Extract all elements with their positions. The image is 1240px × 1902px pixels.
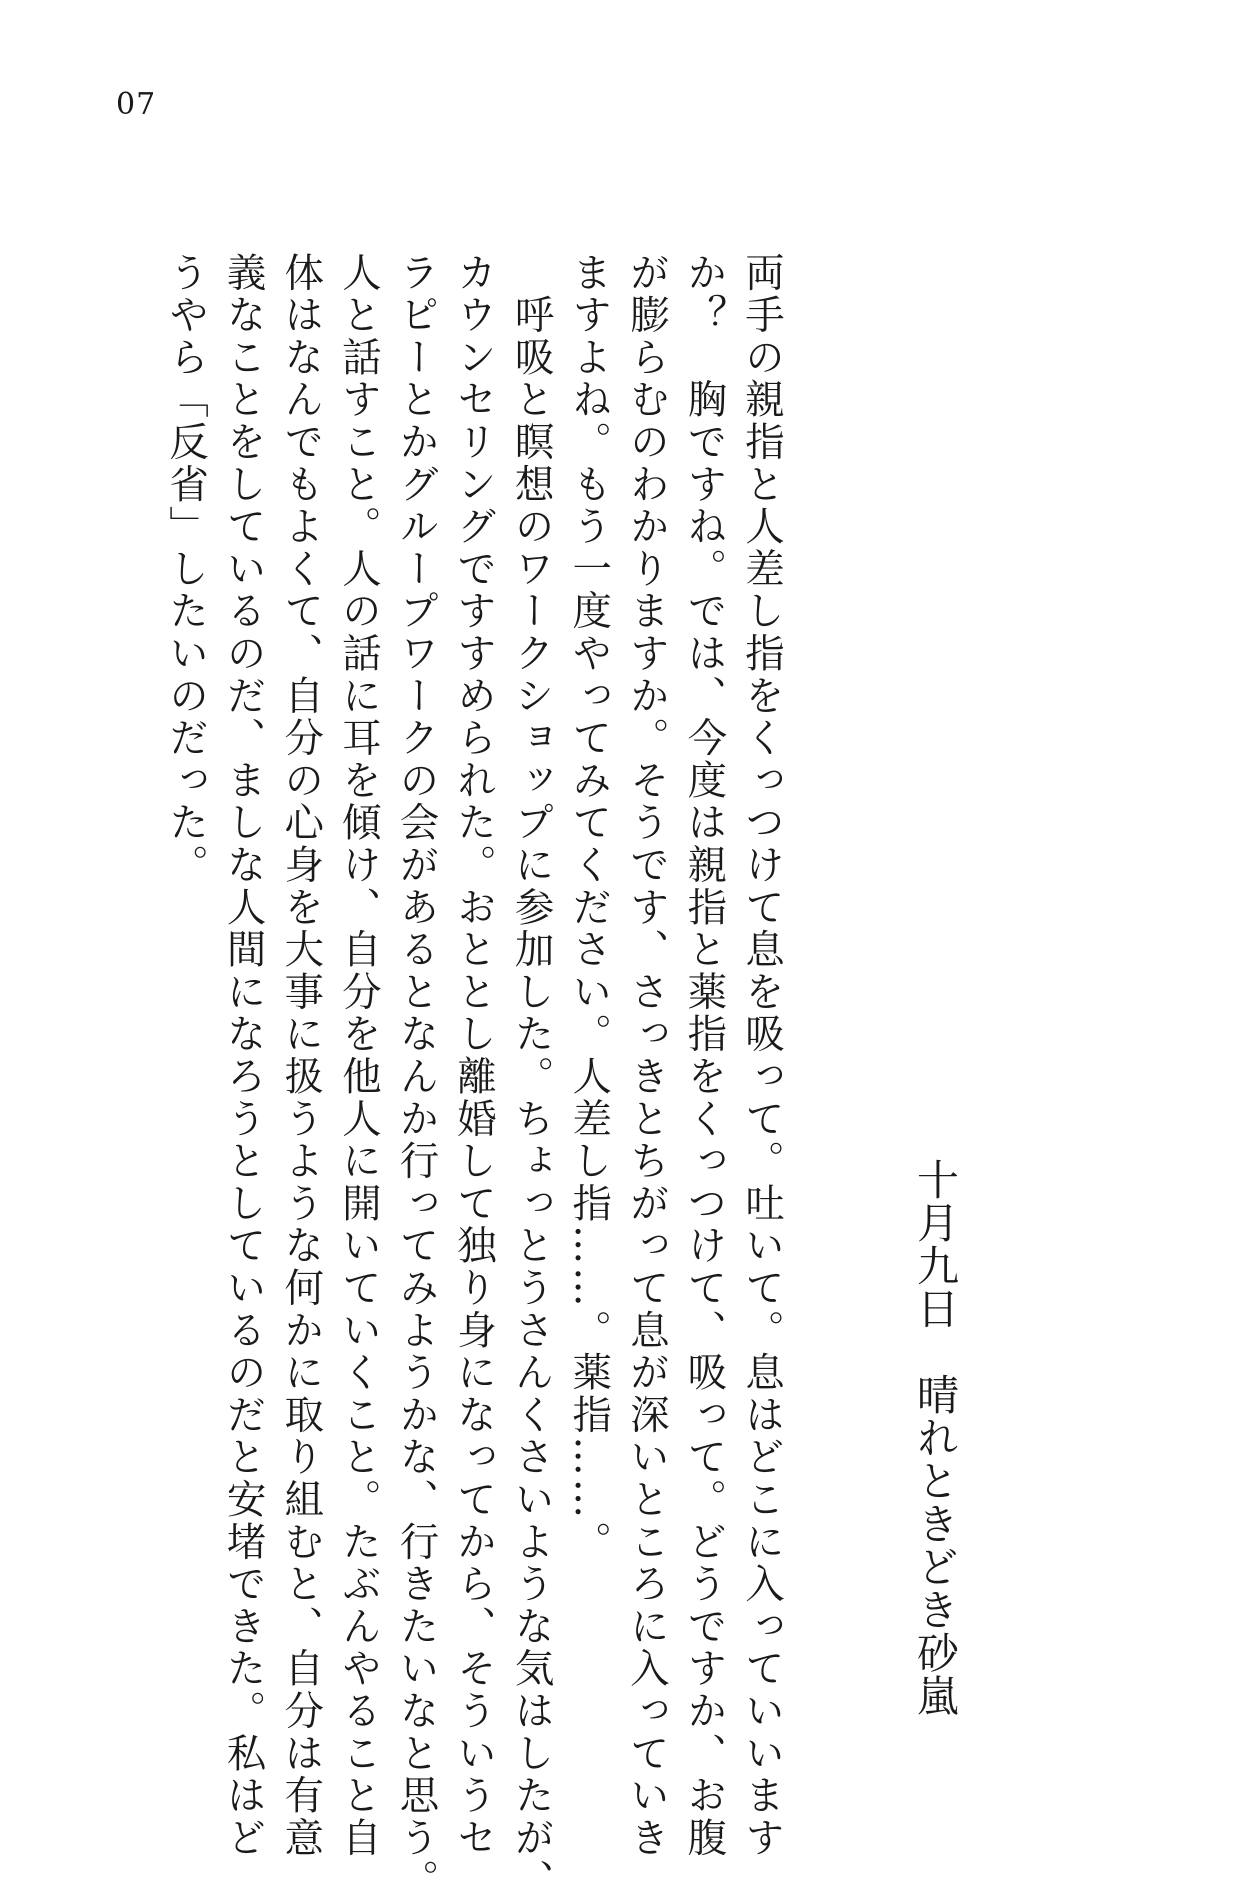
text-line: か？ 胸ですね。では、今度は親指と薬指をくっつけて、吸って。どうですか、お腹 [681, 252, 728, 1860]
page-number: 07 [116, 87, 157, 122]
text-line: 体はなんでもよくて、自分の心身を大事に扱うような何かに取り組むと、自分は有意 [278, 252, 325, 1860]
text-line: 義なことをしているのだ、ましな人間になろうとしているのだと安堵できた。私はど [220, 252, 267, 1860]
text-line: ラピーとかグループワークの会があるとなんか行ってみようかな、行きたいなと思う。 [393, 252, 440, 1902]
diary-entry-heading: 十月九日 晴れときどき砂嵐 [911, 1158, 960, 1717]
text-line: 人と話すこと。人の話に耳を傾け、自分を他人に開いていくこと。たぶんやること自 [335, 252, 382, 1860]
text-line: ますよね。もう一度やってみてください。人差し指……。薬指……。 [566, 252, 613, 1564]
text-line: カウンセリングですすめられた。おととし離婚して独り身になってから、そういうセ [451, 252, 498, 1860]
text-line: が膨らむのわかりますか。そうです、さっきとちがって息が深いところに入っていき [623, 252, 670, 1860]
text-line: 両手の親指と人差し指をくっつけて息を吸って。吐いて。息はどこに入っていいます [739, 252, 785, 1860]
body-text [100, 252, 790, 1902]
text-line: うやら「反省」したいのだった。 [163, 252, 210, 887]
text-line: 呼吸と瞑想のワークショップに参加した。ちょっとうさんくさいような気はしたが、 [508, 252, 555, 1902]
